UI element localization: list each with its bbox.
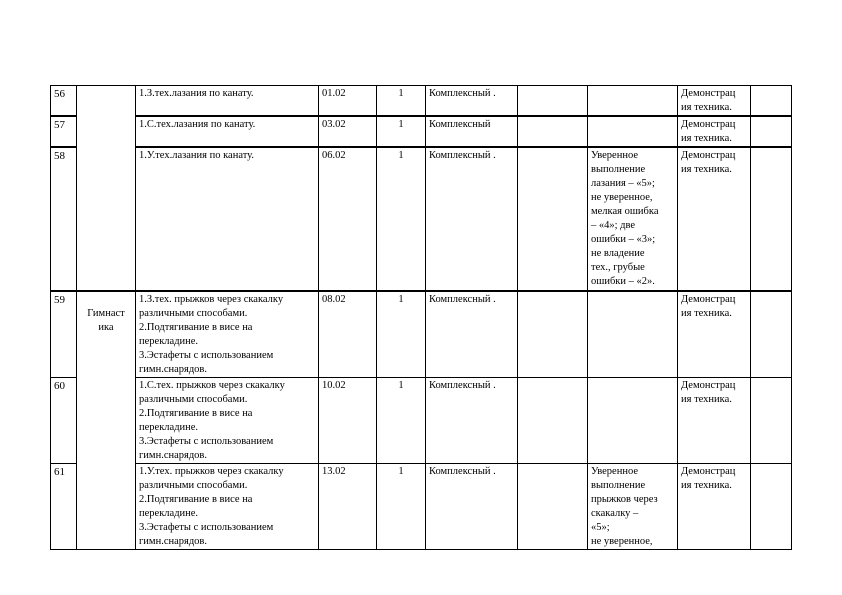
topic-line: 1.У.тех. прыжков через скакалку (139, 466, 284, 477)
criteria-line: ошибки – «2». (591, 276, 655, 287)
criteria-line: прыжков через (591, 494, 658, 505)
topic-line: 2.Подтягивание в висе на (139, 408, 253, 419)
lesson-topic: 1.З.тех.лазания по канату. (136, 86, 319, 117)
topic-line: 3.Эстафеты с использованием (139, 522, 274, 533)
lesson-date: 03.02 (319, 116, 377, 147)
method-cell (678, 147, 751, 291)
criteria-line: ошибки – «3»; (591, 234, 656, 245)
topic-line: перекладине. (139, 508, 199, 519)
lesson-date: 10.02 (319, 378, 377, 464)
topic-line: 3.Эстафеты с использованием (139, 436, 274, 447)
method-line: ия техника. (681, 164, 732, 175)
row-number: 59 (51, 291, 77, 378)
criteria-cell (588, 378, 678, 464)
criteria-line: не уверенное, (591, 192, 653, 203)
topic-line: 3.Эстафеты с использованием (139, 350, 274, 361)
lesson-type: Комплексный . (426, 464, 518, 550)
criteria-line: скакалку – (591, 508, 639, 519)
criteria-line: мелкая ошибка (591, 206, 659, 217)
lesson-type: Комплексный . (426, 147, 518, 291)
criteria-line: лазания – «5»; (591, 178, 655, 189)
hours-count: 1 (377, 86, 426, 117)
table-row (51, 464, 792, 550)
method-line: ия техника. (681, 102, 732, 113)
topic-line: гимн.снарядов. (139, 364, 208, 375)
topic-line: перекладине. (139, 336, 199, 347)
method-cell (678, 291, 751, 378)
empty-cell (751, 147, 792, 291)
method-line: ия техника. (681, 308, 732, 319)
topic-line: 2.Подтягивание в висе на (139, 322, 253, 333)
table-row (51, 291, 792, 378)
empty-cell (751, 86, 792, 117)
criteria-line: не уверенное, (591, 536, 653, 547)
topic-line: гимн.снарядов. (139, 536, 208, 547)
hours-count: 1 (377, 378, 426, 464)
criteria-line: не владение (591, 248, 645, 259)
criteria-cell (588, 86, 678, 117)
criteria-cell (588, 147, 678, 291)
hours-count: 1 (377, 116, 426, 147)
criteria-line: Уверенное (591, 150, 638, 161)
topic-line: перекладине. (139, 422, 199, 433)
criteria-line: Уверенное (591, 466, 638, 477)
method-line: ия техника. (681, 394, 732, 405)
empty-cell (751, 464, 792, 550)
section-cell (77, 86, 136, 292)
lesson-date: 06.02 (319, 147, 377, 291)
lesson-type: Комплексный (426, 116, 518, 147)
criteria-line: выполнение (591, 164, 646, 175)
lesson-topic (136, 291, 319, 378)
method-line: Демонстрац (681, 119, 736, 130)
lesson-type: Комплексный . (426, 378, 518, 464)
empty-cell (518, 378, 588, 464)
empty-cell (518, 291, 588, 378)
lesson-date: 01.02 (319, 86, 377, 117)
table-row (51, 378, 792, 464)
topic-line: различными способами. (139, 308, 248, 319)
row-number: 57 (51, 116, 77, 147)
topic-line: гимн.снарядов. (139, 450, 208, 461)
table-row (51, 147, 792, 291)
empty-cell (518, 147, 588, 291)
empty-cell (518, 464, 588, 550)
topic-line: 1.З.тех. прыжков через скакалку (139, 294, 284, 305)
section-cell (77, 291, 136, 550)
method-cell (678, 86, 751, 117)
criteria-line: «5»; (591, 522, 610, 533)
topic-line: 2.Подтягивание в висе на (139, 494, 253, 505)
lesson-type: Комплексный . (426, 291, 518, 378)
criteria-line: выполнение (591, 480, 646, 491)
topic-line: различными способами. (139, 394, 248, 405)
criteria-line: – «4»; две (591, 220, 636, 231)
row-number: 58 (51, 147, 77, 291)
method-line: Демонстрац (681, 150, 736, 161)
hours-count: 1 (377, 464, 426, 550)
method-line: ия техника. (681, 133, 732, 144)
empty-cell (518, 116, 588, 147)
lesson-topic: 1.С.тех.лазания по канату. (136, 116, 319, 147)
criteria-cell (588, 116, 678, 147)
hours-count: 1 (377, 147, 426, 291)
lesson-topic (136, 464, 319, 550)
criteria-line: тех., грубые (591, 262, 645, 273)
method-line: Демонстрац (681, 294, 736, 305)
method-line: Демонстрац (681, 466, 736, 477)
empty-cell (751, 378, 792, 464)
table-row (51, 86, 792, 117)
lesson-date: 13.02 (319, 464, 377, 550)
lesson-plan-table (50, 85, 792, 550)
criteria-cell (588, 464, 678, 550)
row-number: 61 (51, 464, 77, 550)
row-number: 56 (51, 86, 77, 117)
method-cell (678, 464, 751, 550)
method-line: Демонстрац (681, 88, 736, 99)
topic-line: различными способами. (139, 480, 248, 491)
lesson-topic (136, 378, 319, 464)
method-cell (678, 378, 751, 464)
empty-cell (751, 291, 792, 378)
empty-cell (518, 86, 588, 117)
row-number: 60 (51, 378, 77, 464)
lesson-type: Комплексный . (426, 86, 518, 117)
criteria-cell (588, 291, 678, 378)
topic-line: 1.С.тех. прыжков через скакалку (139, 380, 285, 391)
table-row (51, 116, 792, 147)
method-cell (678, 116, 751, 147)
hours-count: 1 (377, 291, 426, 378)
lesson-date: 08.02 (319, 291, 377, 378)
method-line: Демонстрац (681, 380, 736, 391)
method-line: ия техника. (681, 480, 732, 491)
empty-cell (751, 116, 792, 147)
lesson-topic: 1.У.тех.лазания по канату. (136, 147, 319, 291)
section-label: Гимнаст ика (87, 308, 125, 333)
